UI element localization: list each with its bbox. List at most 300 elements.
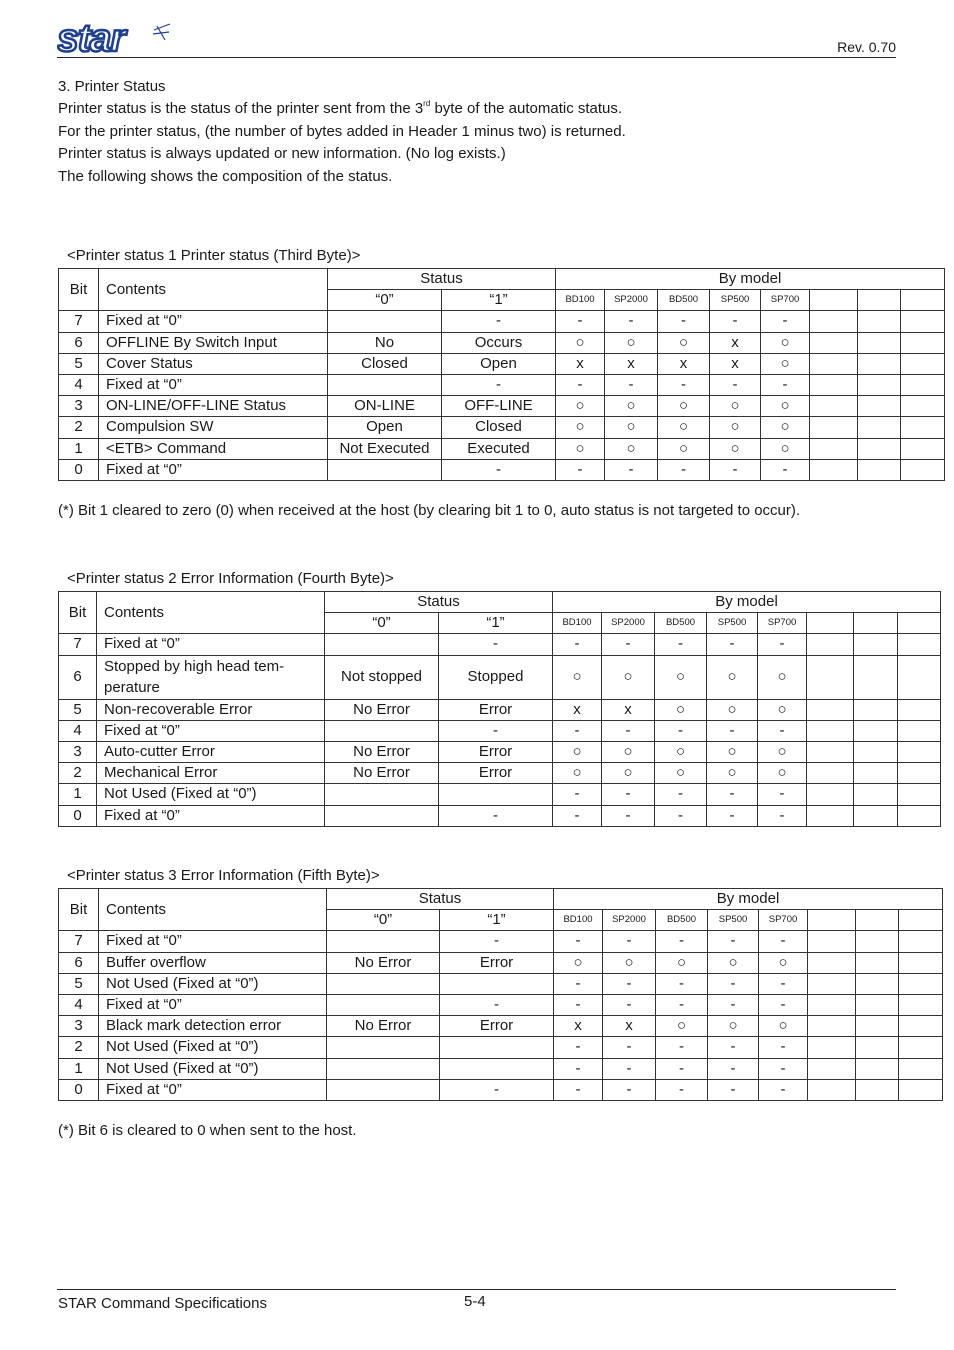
model-support-cell: ○ xyxy=(707,763,758,784)
model-support-cell: ○ xyxy=(605,332,658,353)
empty-model-cell xyxy=(854,784,898,805)
model-support-cell: - xyxy=(554,973,603,994)
model-support-cell: - xyxy=(758,784,807,805)
model-support-cell: ○ xyxy=(605,417,658,438)
table-row xyxy=(59,1079,943,1100)
empty-model-cell xyxy=(807,784,854,805)
status-0-cell: ON-LINE xyxy=(328,396,442,417)
model-support-cell: - xyxy=(603,1058,656,1079)
contents-header: Contents xyxy=(99,269,328,311)
model-support-cell: ○ xyxy=(710,396,761,417)
model-header: BD100 xyxy=(553,613,602,634)
bit-header: Bit xyxy=(59,269,99,311)
bit-cell: 7 xyxy=(59,931,99,952)
status-1-cell: - xyxy=(439,720,553,741)
model-support-cell: ○ xyxy=(761,332,810,353)
model-support-cell: - xyxy=(655,784,707,805)
empty-model-cell xyxy=(808,952,856,973)
status-1-header: “1” xyxy=(440,910,554,931)
model-support-cell: - xyxy=(603,1037,656,1058)
empty-model-cell xyxy=(899,1058,943,1079)
model-support-cell: - xyxy=(759,1037,808,1058)
intro-section xyxy=(58,76,626,188)
bit-cell: 0 xyxy=(59,459,99,480)
status-0-cell: No Error xyxy=(325,741,439,762)
model-support-cell: ○ xyxy=(553,655,602,699)
content-cell: Not Used (Fixed at “0”) xyxy=(99,1037,327,1058)
content-cell: Fixed at “0” xyxy=(99,374,328,395)
status-header: Status xyxy=(328,269,556,290)
model-support-cell: ○ xyxy=(602,763,655,784)
empty-model-cell xyxy=(854,741,898,762)
table-row xyxy=(59,438,945,459)
status-1-cell: Error xyxy=(439,699,553,720)
model-support-cell: ○ xyxy=(603,952,656,973)
empty-model-cell xyxy=(808,973,856,994)
empty-model-cell xyxy=(901,374,945,395)
empty-model-cell xyxy=(899,1016,943,1037)
content-cell: Fixed at “0” xyxy=(99,931,327,952)
table-header-row xyxy=(59,592,941,613)
model-support-cell: - xyxy=(605,374,658,395)
empty-model-cell xyxy=(901,353,945,374)
empty-model-cell xyxy=(854,699,898,720)
model-support-cell: - xyxy=(707,784,758,805)
empty-model-cell xyxy=(898,763,941,784)
table-row xyxy=(59,1058,943,1079)
empty-model-cell xyxy=(901,332,945,353)
empty-model-cell xyxy=(810,459,858,480)
model-support-cell: ○ xyxy=(602,741,655,762)
content-cell: Non-recoverable Error xyxy=(97,699,325,720)
model-support-cell: - xyxy=(605,311,658,332)
bit-cell: 4 xyxy=(59,374,99,395)
status-1-cell: - xyxy=(442,459,556,480)
content-cell: Fixed at “0” xyxy=(99,459,328,480)
intro-line: Printer status is the status of the printer sent from the 3rd byte of the automatic status. xyxy=(58,99,623,118)
status-header: Status xyxy=(325,592,553,613)
model-support-cell: - xyxy=(554,994,603,1015)
table-row xyxy=(59,699,941,720)
model-support-cell: - xyxy=(758,805,807,826)
model-support-cell: - xyxy=(656,1058,708,1079)
empty-model-cell xyxy=(858,332,901,353)
model-support-cell: ○ xyxy=(658,417,710,438)
content-cell: <ETB> Command xyxy=(99,438,328,459)
model-support-cell: - xyxy=(655,634,707,655)
bit-cell: 1 xyxy=(59,784,97,805)
model-support-cell: ○ xyxy=(761,438,810,459)
model-header: SP700 xyxy=(759,910,808,931)
model-support-cell: - xyxy=(603,994,656,1015)
model-support-cell: x xyxy=(602,699,655,720)
empty-model-header xyxy=(810,290,858,311)
model-support-cell: ○ xyxy=(758,741,807,762)
model-header: SP500 xyxy=(710,290,761,311)
empty-model-cell xyxy=(810,417,858,438)
model-support-cell: - xyxy=(761,459,810,480)
model-support-cell: - xyxy=(707,805,758,826)
model-support-cell: ○ xyxy=(556,396,605,417)
printer-status-table-1 xyxy=(58,268,945,481)
empty-model-cell xyxy=(901,417,945,438)
model-support-cell: - xyxy=(602,784,655,805)
table-row xyxy=(59,332,945,353)
empty-model-cell xyxy=(810,332,858,353)
table-row xyxy=(59,931,943,952)
status-1-cell: Error xyxy=(440,1016,554,1037)
table-caption: <Printer status 3 Error Information (Fifth Byte)> xyxy=(67,867,380,884)
status-1-cell: Error xyxy=(440,952,554,973)
empty-model-header xyxy=(856,910,899,931)
header-rule xyxy=(57,57,896,58)
empty-model-cell xyxy=(810,353,858,374)
empty-model-header xyxy=(807,613,854,634)
model-support-cell: - xyxy=(761,374,810,395)
empty-model-cell xyxy=(856,973,899,994)
status-0-cell: Open xyxy=(328,417,442,438)
model-support-cell: - xyxy=(707,634,758,655)
table-row xyxy=(59,417,945,438)
bit-cell: 5 xyxy=(59,973,99,994)
printer-status-table-3 xyxy=(58,888,943,1101)
model-support-cell: ○ xyxy=(758,699,807,720)
model-support-cell: ○ xyxy=(556,438,605,459)
status-0-cell xyxy=(327,1037,440,1058)
model-support-cell: x xyxy=(658,353,710,374)
model-support-cell: ○ xyxy=(761,417,810,438)
model-support-cell: ○ xyxy=(656,1016,708,1037)
model-support-cell: ○ xyxy=(658,438,710,459)
empty-model-cell xyxy=(858,459,901,480)
empty-model-cell xyxy=(810,438,858,459)
model-support-cell: - xyxy=(603,931,656,952)
star-logo-sparkle-icon xyxy=(153,24,170,40)
bit-cell: 3 xyxy=(59,396,99,417)
model-support-cell: ○ xyxy=(708,1016,759,1037)
bit-cell: 1 xyxy=(59,1058,99,1079)
bit-cell: 5 xyxy=(59,353,99,374)
model-support-cell: ○ xyxy=(707,655,758,699)
table-row xyxy=(59,353,945,374)
by-model-header: By model xyxy=(553,592,941,613)
empty-model-header xyxy=(898,613,941,634)
model-support-cell: ○ xyxy=(655,763,707,784)
status-0-header: “0” xyxy=(327,910,440,931)
intro-line: For the printer status, (the number of bytes added in Header 1 minus two) is returned. xyxy=(58,122,626,140)
status-0-header: “0” xyxy=(325,613,439,634)
status-0-cell: No Error xyxy=(325,763,439,784)
printer-status-table-2 xyxy=(58,591,941,827)
content-cell: Not Used (Fixed at “0”) xyxy=(97,784,325,805)
empty-model-cell xyxy=(898,741,941,762)
model-support-cell: - xyxy=(602,720,655,741)
empty-model-cell xyxy=(807,763,854,784)
footer-rule xyxy=(57,1289,896,1290)
model-header: BD500 xyxy=(655,613,707,634)
table-caption: <Printer status 1 Printer status (Third Byte)> xyxy=(67,247,361,264)
status-1-cell: - xyxy=(440,994,554,1015)
model-header: SP700 xyxy=(761,290,810,311)
model-support-cell: - xyxy=(759,1079,808,1100)
content-cell: Fixed at “0” xyxy=(99,1079,327,1100)
empty-model-header xyxy=(858,290,901,311)
revision-label: Rev. 0.70 xyxy=(837,39,896,55)
model-support-cell: ○ xyxy=(655,699,707,720)
page-number: 5-4 xyxy=(464,1293,486,1310)
status-1-cell: - xyxy=(439,634,553,655)
status-1-cell xyxy=(440,1058,554,1079)
bit-header: Bit xyxy=(59,592,97,634)
table-row xyxy=(59,396,945,417)
model-support-cell: - xyxy=(554,1037,603,1058)
model-support-cell: - xyxy=(554,931,603,952)
empty-model-header xyxy=(854,613,898,634)
model-support-cell: - xyxy=(658,459,710,480)
content-cell: Fixed at “0” xyxy=(97,720,325,741)
model-header: SP500 xyxy=(707,613,758,634)
status-0-cell xyxy=(328,459,442,480)
bit-cell: 4 xyxy=(59,994,99,1015)
bit-cell: 6 xyxy=(59,332,99,353)
model-support-cell: ○ xyxy=(602,655,655,699)
model-support-cell: ○ xyxy=(556,417,605,438)
empty-model-cell xyxy=(854,655,898,699)
status-1-cell: - xyxy=(439,805,553,826)
model-support-cell: ○ xyxy=(761,353,810,374)
status-0-cell: No xyxy=(328,332,442,353)
status-1-cell: Executed xyxy=(442,438,556,459)
model-support-cell: - xyxy=(708,1079,759,1100)
empty-model-cell xyxy=(898,805,941,826)
model-support-cell: ○ xyxy=(759,1016,808,1037)
status-1-cell xyxy=(439,784,553,805)
model-header: SP700 xyxy=(758,613,807,634)
svg-text:star: star xyxy=(57,20,125,56)
status-0-cell: No Error xyxy=(325,699,439,720)
empty-model-cell xyxy=(856,1058,899,1079)
empty-model-cell xyxy=(807,741,854,762)
status-header: Status xyxy=(327,889,554,910)
model-support-cell: ○ xyxy=(658,332,710,353)
empty-model-cell xyxy=(807,634,854,655)
by-model-header: By model xyxy=(556,269,945,290)
table-row xyxy=(59,741,941,762)
table-row xyxy=(59,763,941,784)
table-row xyxy=(59,459,945,480)
empty-model-cell xyxy=(856,952,899,973)
empty-model-cell xyxy=(898,699,941,720)
model-support-cell: ○ xyxy=(553,763,602,784)
content-cell: Black mark detection error xyxy=(99,1016,327,1037)
bit-cell: 3 xyxy=(59,741,97,762)
model-support-cell: - xyxy=(655,805,707,826)
bit-cell: 7 xyxy=(59,634,97,655)
content-cell: Mechanical Error xyxy=(97,763,325,784)
empty-model-cell xyxy=(810,311,858,332)
table-row xyxy=(59,994,943,1015)
empty-model-cell xyxy=(808,1016,856,1037)
model-support-cell: - xyxy=(553,784,602,805)
table-note: (*) Bit 6 is cleared to 0 when sent to the host. xyxy=(58,1122,357,1139)
empty-model-cell xyxy=(807,655,854,699)
empty-model-cell xyxy=(901,396,945,417)
empty-model-cell xyxy=(808,1037,856,1058)
contents-header: Contents xyxy=(97,592,325,634)
table-row xyxy=(59,655,941,699)
status-1-cell: Closed xyxy=(442,417,556,438)
bit-cell: 5 xyxy=(59,699,97,720)
empty-model-header xyxy=(808,910,856,931)
model-support-cell: - xyxy=(708,973,759,994)
status-0-cell xyxy=(327,973,440,994)
status-1-cell: Error xyxy=(439,741,553,762)
footer-title: STAR Command Specifications xyxy=(58,1295,267,1312)
content-cell: Fixed at “0” xyxy=(99,994,327,1015)
content-cell: ON-LINE/OFF-LINE Status xyxy=(99,396,328,417)
empty-model-cell xyxy=(898,634,941,655)
intro-line: Printer status is always updated or new information. (No log exists.) xyxy=(58,145,506,163)
section-heading: 3. Printer Status xyxy=(58,78,166,95)
empty-model-cell xyxy=(808,1058,856,1079)
empty-model-cell xyxy=(899,931,943,952)
model-support-cell: ○ xyxy=(605,396,658,417)
content-cell: Fixed at “0” xyxy=(99,311,328,332)
bit-cell: 6 xyxy=(59,952,99,973)
bit-cell: 7 xyxy=(59,311,99,332)
model-support-cell: x xyxy=(553,699,602,720)
model-support-cell: - xyxy=(603,973,656,994)
model-support-cell: - xyxy=(602,634,655,655)
status-0-cell xyxy=(325,805,439,826)
model-support-cell: - xyxy=(602,805,655,826)
content-cell: Stopped by high head tem-perature xyxy=(97,655,325,699)
bit-cell: 2 xyxy=(59,763,97,784)
model-support-cell: - xyxy=(761,311,810,332)
empty-model-cell xyxy=(858,417,901,438)
empty-model-cell xyxy=(854,720,898,741)
model-support-cell: - xyxy=(605,459,658,480)
status-1-cell: - xyxy=(440,931,554,952)
empty-model-cell xyxy=(808,931,856,952)
empty-model-cell xyxy=(858,438,901,459)
status-0-cell xyxy=(327,931,440,952)
status-0-cell xyxy=(328,311,442,332)
status-0-header: “0” xyxy=(328,290,442,311)
model-support-cell: x xyxy=(710,332,761,353)
table-row xyxy=(59,784,941,805)
model-support-cell: - xyxy=(553,634,602,655)
by-model-header: By model xyxy=(554,889,943,910)
status-1-cell: - xyxy=(440,1079,554,1100)
model-support-cell: ○ xyxy=(710,417,761,438)
model-support-cell: - xyxy=(708,931,759,952)
bit-cell: 4 xyxy=(59,720,97,741)
table-row xyxy=(59,634,941,655)
empty-model-cell xyxy=(898,720,941,741)
status-0-cell: No Error xyxy=(327,1016,440,1037)
bit-cell: 2 xyxy=(59,1037,99,1058)
model-header: BD500 xyxy=(658,290,710,311)
model-support-cell: - xyxy=(710,459,761,480)
empty-model-cell xyxy=(807,805,854,826)
model-support-cell: ○ xyxy=(605,438,658,459)
model-support-cell: - xyxy=(553,720,602,741)
empty-model-cell xyxy=(858,353,901,374)
model-support-cell: x xyxy=(603,1016,656,1037)
model-support-cell: ○ xyxy=(655,741,707,762)
empty-model-cell xyxy=(858,311,901,332)
status-1-cell: - xyxy=(442,374,556,395)
status-1-header: “1” xyxy=(442,290,556,311)
empty-model-cell xyxy=(898,655,941,699)
model-support-cell: - xyxy=(758,634,807,655)
empty-model-cell xyxy=(856,1037,899,1058)
model-support-cell: ○ xyxy=(761,396,810,417)
empty-model-cell xyxy=(808,994,856,1015)
empty-model-cell xyxy=(901,459,945,480)
status-0-cell xyxy=(325,784,439,805)
empty-model-cell xyxy=(856,931,899,952)
model-header: BD500 xyxy=(656,910,708,931)
content-cell: Compulsion SW xyxy=(99,417,328,438)
model-support-cell: ○ xyxy=(655,655,707,699)
model-support-cell: x xyxy=(710,353,761,374)
model-support-cell: - xyxy=(758,720,807,741)
status-0-cell: Not stopped xyxy=(325,655,439,699)
model-support-cell: - xyxy=(759,1058,808,1079)
model-support-cell: - xyxy=(656,1079,708,1100)
empty-model-header xyxy=(899,910,943,931)
model-support-cell: - xyxy=(556,459,605,480)
model-support-cell: - xyxy=(656,1037,708,1058)
model-support-cell: - xyxy=(710,311,761,332)
model-support-cell: ○ xyxy=(708,952,759,973)
content-cell: Buffer overflow xyxy=(99,952,327,973)
model-support-cell: ○ xyxy=(707,741,758,762)
table-row xyxy=(59,805,941,826)
model-support-cell: x xyxy=(556,353,605,374)
status-1-cell: Open xyxy=(442,353,556,374)
model-support-cell: ○ xyxy=(710,438,761,459)
model-support-cell: - xyxy=(656,994,708,1015)
empty-model-cell xyxy=(807,699,854,720)
model-support-cell: - xyxy=(707,720,758,741)
content-cell: OFFLINE By Switch Input xyxy=(99,332,328,353)
empty-model-cell xyxy=(856,1016,899,1037)
model-support-cell: - xyxy=(603,1079,656,1100)
table-row xyxy=(59,1037,943,1058)
model-support-cell: ○ xyxy=(553,741,602,762)
empty-model-cell xyxy=(854,805,898,826)
empty-model-cell xyxy=(856,994,899,1015)
table-header-row xyxy=(59,889,943,910)
content-cell: Not Used (Fixed at “0”) xyxy=(99,973,327,994)
contents-header: Contents xyxy=(99,889,327,931)
model-header: SP2000 xyxy=(605,290,658,311)
status-1-cell: Occurs xyxy=(442,332,556,353)
intro-line: The following shows the composition of the status. xyxy=(58,167,393,185)
model-support-cell: - xyxy=(708,1037,759,1058)
empty-model-cell xyxy=(854,763,898,784)
model-support-cell: - xyxy=(556,374,605,395)
model-support-cell: x xyxy=(605,353,658,374)
model-support-cell: - xyxy=(655,720,707,741)
table-row xyxy=(59,1016,943,1037)
model-support-cell: - xyxy=(759,994,808,1015)
status-0-cell xyxy=(328,374,442,395)
model-support-cell: x xyxy=(554,1016,603,1037)
